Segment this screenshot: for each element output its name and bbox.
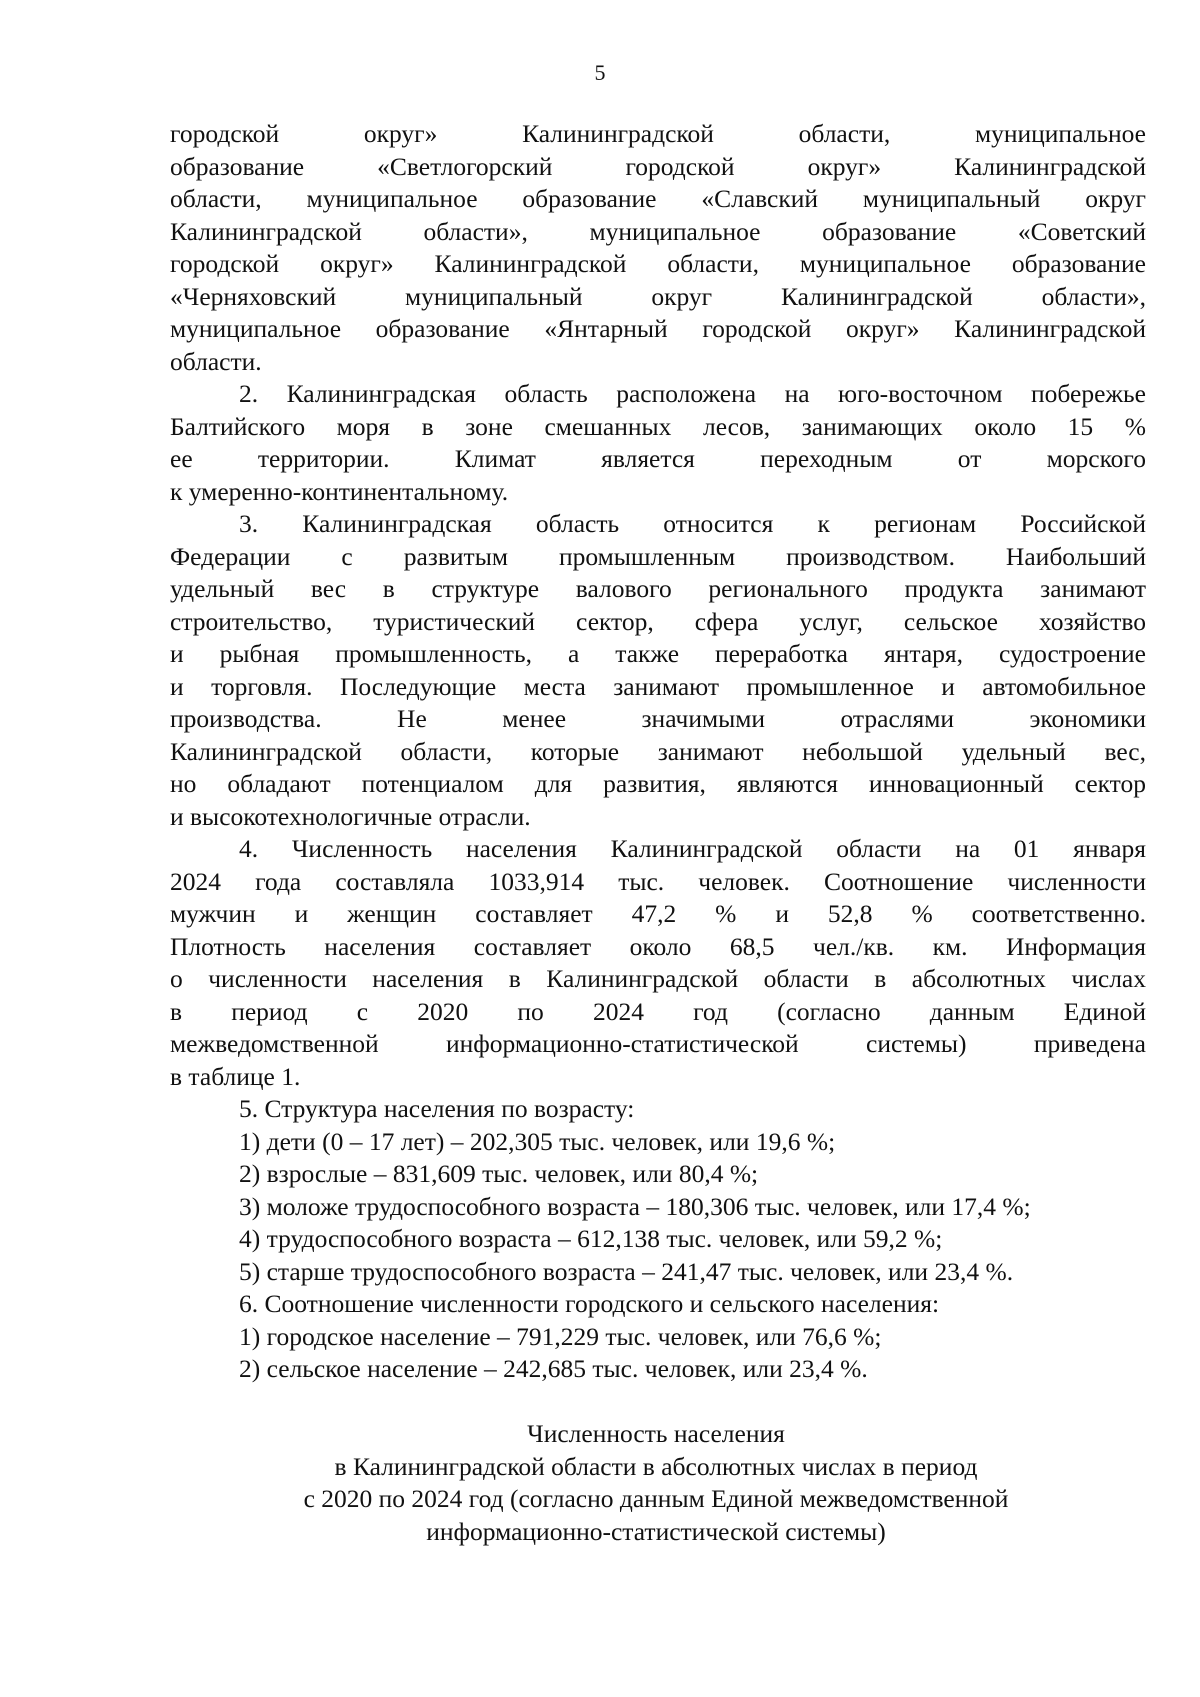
- text-line: производства. Не менее значимыми отраслями экономики: [170, 704, 1146, 733]
- text-line: Федерации с развитым промышленным производством. Наибольший: [170, 541, 1146, 571]
- paragraph: [170, 508, 1146, 833]
- paragraph: [170, 378, 1146, 508]
- text-line: к умеренно-континентальному.: [170, 476, 509, 506]
- text-line: 2. Калининградская область расположена на юго-восточном побережье: [239, 379, 1146, 408]
- table-title-line: с 2020 по 2024 год (согласно данным Единой межведомственной: [303, 1484, 1009, 1513]
- table-title: [0, 1418, 1200, 1548]
- text-line: 4) трудоспособного возраста – 612,138 тыс. человек, или 59,2 %;: [239, 1224, 943, 1253]
- text-line: городской округ» Калининградской области, муниципальное образование: [170, 249, 1146, 278]
- text-line: Плотность населения составляет около 68,5 чел./кв. км. Информация: [170, 931, 1146, 961]
- text-line: 3) моложе трудоспособного возраста – 180,306 тыс. человек, или 17,4 %;: [239, 1191, 1031, 1221]
- text-line: 5) старше трудоспособного возраста – 241,47 тыс. человек, или 23,4 %.: [239, 1256, 1014, 1286]
- table-title-line: информационно-статистической системы): [426, 1516, 886, 1546]
- text-line: 2024 года составляла 1033,914 тыс. человек. Соотношение численности: [170, 866, 1146, 896]
- text-line: городской округ» Калининградской области, муниципальное: [170, 119, 1146, 148]
- text-line: в период с 2020 по 2024 год (согласно данным Единой: [170, 996, 1146, 1026]
- text-line: 1) дети (0 – 17 лет) – 202,305 тыс. человек, или 19,6 %;: [239, 1126, 836, 1156]
- text-line: и торговля. Последующие места занимают промышленное и автомобильное: [170, 671, 1146, 701]
- paragraph: [170, 1093, 1146, 1288]
- text-line: но обладают потенциалом для развития, являются инновационный сектор: [170, 769, 1146, 798]
- text-line: 3. Калининградская область относится к регионам Российской: [239, 509, 1146, 538]
- text-line: 2) взрослые – 831,609 тыс. человек, или 80,4 %;: [239, 1159, 759, 1188]
- paragraph: [170, 833, 1146, 1093]
- text-line: области, муниципальное образование «Славский муниципальный округ: [170, 184, 1146, 213]
- text-line: и высокотехнологичные отрасли.: [170, 801, 531, 831]
- text-line: образование «Светлогорский городской округ» Калининградской: [170, 151, 1146, 181]
- text-line: и рыбная промышленность, а также переработка янтаря, судостроение: [170, 639, 1146, 668]
- text-line: о численности населения в Калининградской области в абсолютных числах: [170, 964, 1146, 993]
- text-line: Балтийского моря в зоне смешанных лесов, занимающих около 15 %: [170, 411, 1146, 441]
- text-line: области.: [170, 346, 262, 376]
- text-line: ее территории. Климат является переходным от морского: [170, 444, 1146, 473]
- table-title-line: в Калининградской области в абсолютных числах в период: [334, 1451, 978, 1481]
- body-text: [170, 118, 1146, 1386]
- text-line: межведомственной информационно-статистической системы) приведена: [170, 1029, 1146, 1058]
- text-line: 6. Соотношение численности городского и сельского населения:: [239, 1289, 940, 1318]
- text-line: «Черняховский муниципальный округ Калининградской области»,: [170, 281, 1146, 311]
- paragraph: [170, 118, 1146, 378]
- text-line: 5. Структура населения по возрасту:: [239, 1094, 635, 1123]
- text-line: Калининградской области», муниципальное образование «Советский: [170, 216, 1146, 246]
- text-line: мужчин и женщин составляет 47,2 % и 52,8 % соответственно.: [170, 899, 1146, 928]
- text-line: строительство, туристический сектор, сфера услуг, сельское хозяйство: [170, 606, 1146, 636]
- text-line: 1) городское население – 791,229 тыс. человек, или 76,6 %;: [239, 1321, 882, 1351]
- text-line: муниципальное образование «Янтарный городской округ» Калининградской: [170, 314, 1146, 343]
- paragraph: [170, 1288, 1146, 1386]
- text-line: 2) сельское население – 242,685 тыс. человек, или 23,4 %.: [239, 1354, 868, 1383]
- page-number: 5: [594, 60, 606, 85]
- text-line: Калининградской области, которые занимают небольшой удельный вес,: [170, 736, 1146, 766]
- table-title-line: Численность населения: [527, 1419, 785, 1448]
- text-line: в таблице 1.: [170, 1061, 301, 1091]
- text-line: удельный вес в структуре валового регионального продукта занимают: [170, 574, 1146, 603]
- text-line: 4. Численность населения Калининградской области на 01 января: [239, 834, 1146, 863]
